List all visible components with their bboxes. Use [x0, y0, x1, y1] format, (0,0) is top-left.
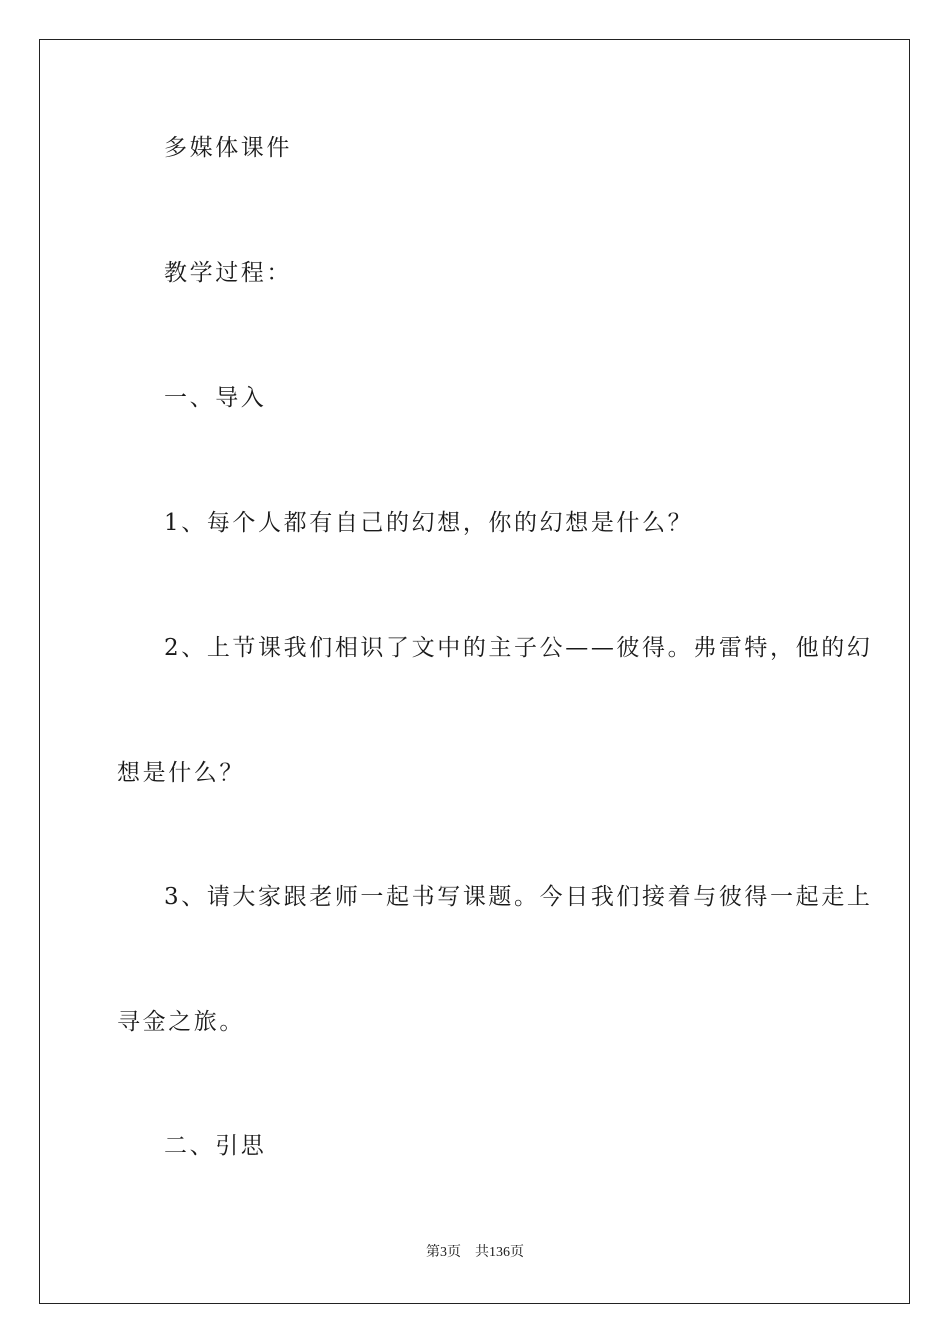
section-heading-guide: 二、引思 — [164, 1133, 267, 1159]
text-line-process-heading: 教学过程： — [164, 260, 292, 286]
text-line-item-2-cont: 想是什么？ — [117, 760, 245, 786]
page-border — [39, 39, 910, 1304]
text-line-item-2: 2、上节课我们相识了文中的主子公——彼得。弗雷特，他的幻 — [164, 635, 873, 661]
section-heading-intro: 一、导入 — [164, 385, 267, 411]
text-line-item-3: 3、请大家跟老师一起书写课题。今日我们接着与彼得一起走上 — [164, 884, 873, 910]
text-line-item-3-cont: 寻金之旅。 — [117, 1009, 245, 1035]
page-number-total: 共136页 — [475, 1245, 524, 1260]
page-footer — [0, 1243, 950, 1263]
page-number-current: 第3页 — [426, 1245, 461, 1260]
text-line-item-1: 1、每个人都有自己的幻想，你的幻想是什么？ — [164, 510, 694, 536]
text-line-materials: 多媒体课件 — [164, 135, 292, 161]
